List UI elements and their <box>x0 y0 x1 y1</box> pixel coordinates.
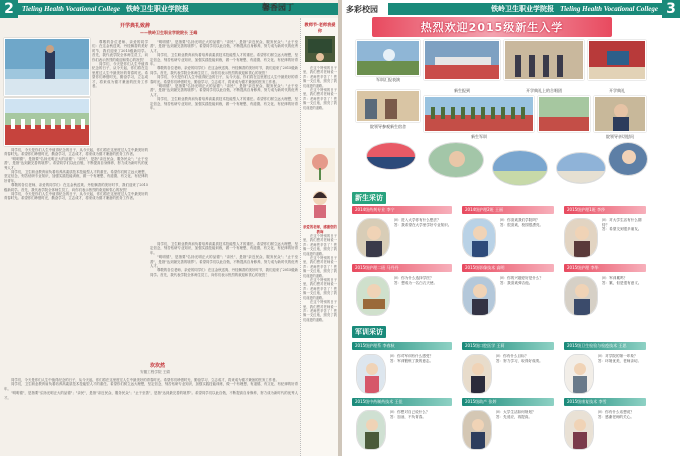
trainee-portrait-4 <box>356 410 386 450</box>
sidebar-paragraph-4: 在这个特别的日子里，我们想对老师说一声：老师您辛苦了！您像一支红烛，照亮了我们前进的道路。 <box>303 256 337 278</box>
paragraph-3b: "明明德"，是指要"弘扬光明正大的品德"；"亲民"，是指"亲近民众、服务民众"；"止于至善"，是指"达到最完善的境界"。希望同学们以此自勉，不断提高自身修养，努力成为新时代的优秀人才。 <box>4 156 148 170</box>
article-column-1 <box>92 40 148 146</box>
student-portrait-1 <box>356 218 390 258</box>
trainee-question-2: 问：你有什么目标？ <box>496 354 529 358</box>
caption-ceremony: 开学典礼 <box>609 88 625 93</box>
paragraph-3c: "明明德"，是指要"弘扬光明正大的品德"；"亲民"，是指"亲近民众、服务民众"；"止于至善"，是指"达到最完善的境界"。希望同学们以此自勉，不断提高自身修养，努力成为新时代的优秀人才。 <box>150 255 298 269</box>
paragraph-4c: 同学们，卫生职业教育肩负着培养高素质技术技能型人才的重任。希望你们树立远大理想，坚定信念，刻苦钻研专业知识，加强实践技能训练，做一个有理想、有道德、有文化、有纪律的好青年。 <box>150 242 298 255</box>
caption-military-training: 新生军训 <box>471 134 487 139</box>
student-label-1: 2014级药剂专业 李宁 <box>352 206 452 214</box>
round-photo-2 <box>428 142 484 178</box>
caption-registration: 新生报到 <box>454 88 470 93</box>
sidebar-paragraph-6: 在这个特别的日子里，我们想对老师说一声：老师您辛苦了！您像一支红烛，照亮了我们前进的道路。 <box>303 300 337 322</box>
trainee-3-image <box>565 355 594 394</box>
sidebar-title: 教师节·老师我爱你 <box>304 22 336 33</box>
trainee-question-3: 问：对学院的第一印象？ <box>598 354 638 358</box>
trainee-question-1: 问：你对军训有什么感受？ <box>390 354 434 358</box>
round-photo-3 <box>492 150 548 186</box>
right-page <box>342 0 680 456</box>
trainee-label-5: 2015级助产 张婷 <box>462 398 554 406</box>
paragraph-2c: 同学们，今天是你们人生中值得纪念的日子，从今天起，你们将在这里度过人生中最美好的青春时光。希望你们珍惜时光，勤奋学习，立志成才，将来成为德才兼备的医务工作者。 <box>4 192 148 201</box>
paragraph-4-repeat: 同学们，卫生职业教育肩负着培养高素质技术技能型人才的重任。希望你们树立远大理想，坚定信念，刻苦钻研专业知识，加强实践技能训练，做一个有理想、有道德、有文化、有纪律的好青年。 <box>150 97 298 111</box>
registration-image <box>425 41 500 80</box>
closing-paragraph-2: 同学们，卫生职业教育肩负着培养高素质技术技能型人才的重任。希望你们树立远大理想，坚定信念，刻苦钻研专业知识，加强实践技能训练，做一个有理想、有道德、有文化、有纪律的好青年。 <box>4 382 298 391</box>
student-portrait-4 <box>356 276 390 316</box>
trainee-qa-1 <box>390 354 454 394</box>
paragraph-3-repeat: "明明德"，是指要"弘扬光明正大的品德"；"亲民"，是指"亲近民众、服务民众"；"止于至善"，是指"达到最完善的境界"。希望同学们以此自勉，不断提高自身修养，努力成为新时代的优秀人才。 <box>150 84 298 97</box>
closing-column <box>4 378 298 452</box>
trainee-portrait-6 <box>564 410 594 450</box>
round-photo-2-image <box>429 143 484 178</box>
student-6-image <box>565 277 598 316</box>
trainee-answer-6: 答：感谢老师的关心。 <box>598 414 634 419</box>
trainee-answer-1: 答：军训锻炼了我的意志。 <box>390 358 434 363</box>
sidebar-text-1 <box>303 66 337 146</box>
trainee-label-4: 2015级中药制药技术 王佳 <box>352 398 452 406</box>
student-portrait-3 <box>564 218 598 258</box>
student-question-1: 问：进入大学你有什么想法？ <box>394 218 441 222</box>
student-label-3: 2015级护理1班 李莎 <box>564 206 646 214</box>
closing-paragraph-3: "明明德"，是指要"弘扬光明正大的品德"；"亲民"，是指"亲近民众、服务民众"；"止于至善"，是指"达到最完善的境界"。希望同学们以此自勉，不断提高自身修养，努力成为新时代的优秀人才。 <box>4 391 298 400</box>
welcome-banner-text: 热烈欢迎2015级新生入学 <box>420 21 564 34</box>
paragraph-4b: 同学们，卫生职业教育肩负着培养高素质技术技能型人才的重任。希望你们树立远大理想，坚定信念，刻苦钻研专业知识，加强实践技能训练，做一个有理想、有道德、有文化、有纪律的好青年。 <box>4 170 148 183</box>
student-portrait-5 <box>462 276 496 316</box>
round-photo-4-image <box>557 153 606 184</box>
trainee-label-3: 2015级卫生检验与检疫技术 王思 <box>564 342 646 350</box>
sidebar-caption: 亲爱的老师，感谢您的教诲 <box>303 225 337 234</box>
photo-leader-visit <box>594 96 646 132</box>
caption-military-performance: 军训汇报表演 <box>376 77 400 82</box>
sidebar-paragraph-1: 在这个特别的日子里，我们想对老师说一声：老师您辛苦了！您像一支红烛，照亮了我们前进的道路。 <box>303 66 337 88</box>
header-chinese-right: 铁岭卫生职业学院报 <box>491 4 555 13</box>
photo-students-standing <box>504 40 584 80</box>
round-photo-1 <box>366 142 416 170</box>
closing-byline: 安徽工程学院 王娟 <box>140 370 170 374</box>
trainee-1-image <box>357 355 386 394</box>
header-english-right: Tieling Health Vocational College <box>560 5 658 13</box>
paragraph-2-repeat: 同学们，今天是你们人生中值得纪念的日子，从今天起，你们将在这里度过人生中最美好的青春时光。希望你们珍惜时光，勤奋学习，立志成才，将来成为德才兼备的医务工作者。 <box>150 75 298 84</box>
student-answer-5: 答：我喜欢弹吉他。 <box>500 280 533 285</box>
opening-ceremony-photo <box>4 38 90 96</box>
military-drill-image <box>539 97 590 132</box>
student-question-4: 问：你为什么选择学医？ <box>394 276 434 280</box>
round-photo-5-image <box>609 143 648 176</box>
section-tag-training: 军训采访 <box>352 326 386 338</box>
sidebar-paragraph-2: 在这个特别的日子里，我们想对老师说一声：老师您辛苦了！您像一支红烛，照亮了我们前进的道路。 <box>303 88 337 110</box>
trainee-answer-5: 答：先适应，再提高。 <box>496 414 532 419</box>
dormitory-visit-image <box>357 91 420 122</box>
student-answer-2: 答：很喜欢，校园很漂亮。 <box>500 222 544 227</box>
header-chinese: 铁岭卫生职业学院报 <box>125 4 189 13</box>
caption-leader-visit: 院领导亲切慰问 <box>606 134 634 139</box>
student-qa-4 <box>394 276 454 320</box>
trainee-qa-2 <box>496 354 558 394</box>
student-portrait-6 <box>564 276 598 316</box>
article-column-4 <box>150 242 298 357</box>
round-photo-1-image <box>367 143 416 170</box>
student-question-2: 问：你喜欢我们学院吗？ <box>500 218 540 222</box>
trainee-label-1: 2015级护理系 李春秋 <box>352 342 452 350</box>
trainee-portrait-3 <box>564 354 594 394</box>
teacher-illustration <box>305 36 335 62</box>
military-training-image <box>425 97 534 132</box>
article-column-2 <box>150 40 298 240</box>
trainee-question-4: 问：你想对自己说什么？ <box>390 410 430 414</box>
paragraph-1-repeat: 尊敬的各位老师、亲爱的同学们：在这金秋送爽、丹桂飘香的美好时节，我们迎来了2015级新同学。首先，我代表学院全体师生员工，向你们表示热烈的欢迎和衷心的祝贺！ <box>150 66 298 75</box>
paragraph-2: 同学们，今天是你们人生中值得纪念的日子，从今天起，你们将在这里度过人生中最美好的青春时光。希望你们珍惜时光，勤奋学习，立志成才，将来成为德才兼备的医务工作者。 <box>92 62 148 89</box>
paragraph-1c: 尊敬的各位老师、亲爱的同学们：在这金秋送爽、丹桂飘香的美好时节，我们迎来了2015级新同学。首先，我代表学院全体师生员工，向你们表示热烈的欢迎和衷心的祝贺！ <box>150 268 298 277</box>
trainee-2-image <box>463 355 492 394</box>
student-question-3: 问：对大学生活有什么期待？ <box>602 218 642 227</box>
opening-ceremony-image <box>5 39 90 96</box>
student-1-image <box>357 219 390 258</box>
student-answer-3: 答：希望交到很多朋友。 <box>602 227 642 232</box>
closing-title: 坎坎然 <box>150 363 166 369</box>
photo-ceremony-stage <box>588 40 646 80</box>
flower-illustration <box>305 148 335 182</box>
section-tag-new-students: 新生采访 <box>352 192 386 204</box>
caption-choir: 开学典礼上的合唱团 <box>526 88 562 93</box>
page-number-right: 3 <box>662 0 680 18</box>
students-standing-image <box>505 41 584 80</box>
student-question-5: 问：你的兴趣爱好是什么？ <box>500 276 544 280</box>
student-3-image <box>565 219 598 258</box>
student-answer-4: 答：想成为一名白衣天使。 <box>394 280 438 285</box>
trainee-portrait-1 <box>356 354 386 394</box>
photo-military-performance <box>356 40 420 76</box>
right-header <box>342 0 680 18</box>
student-qa-1 <box>394 218 454 262</box>
round-photo-4 <box>556 152 606 184</box>
student-label-6: 2015级护理 李华 <box>564 264 646 272</box>
student-qa-2 <box>500 218 558 262</box>
trainee-qa-6 <box>598 410 648 450</box>
header-english: Tieling Health Vocational College <box>22 5 120 13</box>
left-header <box>0 0 338 18</box>
student-label-2: 2014级护理2班 王丽 <box>462 206 554 214</box>
article-title: 开学典礼致辞 <box>120 23 151 29</box>
round-photo-5 <box>608 142 648 176</box>
photo-military-drill <box>538 96 590 132</box>
welcome-banner <box>372 17 612 37</box>
left-page <box>0 0 338 456</box>
student-answer-1: 答：我希望在大学里学好专业知识。 <box>394 222 452 227</box>
trainee-label-6: 2015级康复技术 李雪 <box>564 398 646 406</box>
trainee-6-image <box>565 411 594 450</box>
student-5-image <box>463 277 496 316</box>
leader-visit-image <box>595 97 646 132</box>
student-4-image <box>357 277 390 316</box>
trainee-label-2: 2015级口腔医学 王莉 <box>462 342 554 350</box>
student-qa-6 <box>602 276 648 320</box>
round-photo-3-image <box>493 151 548 186</box>
paragraph-4: 同学们，卫生职业教育肩负着培养高素质技术技能型人才的重任。希望你们树立远大理想，坚定信念，刻苦钻研专业知识，加强实践技能训练，做一个有理想、有道德、有文化、有纪律的好青年。 <box>150 53 298 67</box>
teacher-day-sidebar <box>300 18 338 456</box>
trainee-portrait-5 <box>462 410 492 450</box>
trainee-question-6: 问：你有什么话想说？ <box>598 410 634 414</box>
trainee-qa-5 <box>496 410 558 450</box>
trainee-5-image <box>463 411 492 450</box>
trainee-question-5: 问：大学生活如何规划？ <box>496 410 536 414</box>
student-2-image <box>463 219 496 258</box>
closing-paragraph-1: 同学们，今天是你们人生中值得纪念的日子，从今天起，你们将在这里度过人生中最美好的青春时光。希望你们珍惜时光，勤奋学习，立志成才，将来成为德才兼备的医务工作者。 <box>11 378 279 382</box>
trainee-qa-4 <box>390 410 454 450</box>
trainee-portrait-2 <box>462 354 492 394</box>
photo-military-training <box>424 96 534 132</box>
trainee-answer-3: 答：环境优美，老师亲切。 <box>598 358 642 363</box>
military-performance-image <box>357 41 420 76</box>
trainee-4-image <box>357 411 386 450</box>
section-name-right: 多彩校园 <box>346 3 378 14</box>
girl-cartoon-illustration <box>305 186 335 220</box>
paragraph-2b: 同学们，今天是你们人生中值得纪念的日子，从今天起，你们将在这里度过人生中最美好的青春时光。希望你们珍惜时光，勤奋学习，立志成才，将来成为德才兼备的医务工作者。 <box>4 148 148 157</box>
sidebar-paragraph-5: 在这个特别的日子里，我们想对老师说一声：老师您辛苦了！您像一支红烛，照亮了我们前进的道路。 <box>303 278 337 300</box>
caption-dormitory: 院领导参观新生宿舍 <box>370 124 406 129</box>
trainee-answer-4: 答：加油，不负青春。 <box>390 414 426 419</box>
student-portrait-2 <box>462 218 496 258</box>
photo-new-student-registration <box>424 40 500 80</box>
header-bar-right <box>388 3 662 15</box>
student-qa-3 <box>602 218 648 262</box>
students-assembly-photo <box>4 98 90 146</box>
student-question-6: 问：军训累吗？ <box>602 276 628 280</box>
student-qa-5 <box>500 276 558 320</box>
sidebar-text-2 <box>303 234 337 452</box>
section-name: 馨香园丁 <box>262 2 294 12</box>
paragraph-1: 尊敬的各位老师、亲爱的同学们：在这金秋送爽、丹桂飘香的美好时节，我们迎来了2015级新同学。首先，我代表学院全体师生员工，向你们表示热烈的欢迎和衷心的祝贺！ <box>92 40 148 62</box>
student-label-5: 2015级影像技术 高明 <box>462 264 554 272</box>
ceremony-stage-image <box>589 41 646 80</box>
trainee-qa-3 <box>598 354 648 394</box>
photo-dormitory-visit <box>356 90 420 122</box>
article-column-3 <box>4 148 148 348</box>
page-number: 2 <box>0 0 18 18</box>
paragraph-1b: 尊敬的各位老师、亲爱的同学们：在这金秋送爽、丹桂飘香的美好时节，我们迎来了2015级新同学。首先，我代表学院全体师生员工，向你们表示热烈的欢迎和衷心的祝贺！ <box>4 183 148 192</box>
students-assembly-image <box>5 99 90 146</box>
student-answer-6: 答：累，但是很有意义。 <box>602 280 642 285</box>
paragraph-3: "明明德"，是指要"弘扬光明正大的品德"；"亲民"，是指"亲近民众、服务民众"；"止于至善"，是指"达到最完善的境界"。希望同学们以此自勉，不断提高自身修养，努力成为新时代的优秀人才。 <box>150 40 298 53</box>
sidebar-paragraph-3: 在这个特别的日子里，我们想对老师说一声：老师您辛苦了！您像一支红烛，照亮了我们前进的道路。 <box>303 234 337 256</box>
article-byline: ——铁岭卫生职业学院院长 王峰 <box>140 30 198 35</box>
trainee-answer-2: 答：努力学习，取得好成绩。 <box>496 358 543 363</box>
student-label-4: 2015级护理二班 马丹丹 <box>352 264 452 272</box>
